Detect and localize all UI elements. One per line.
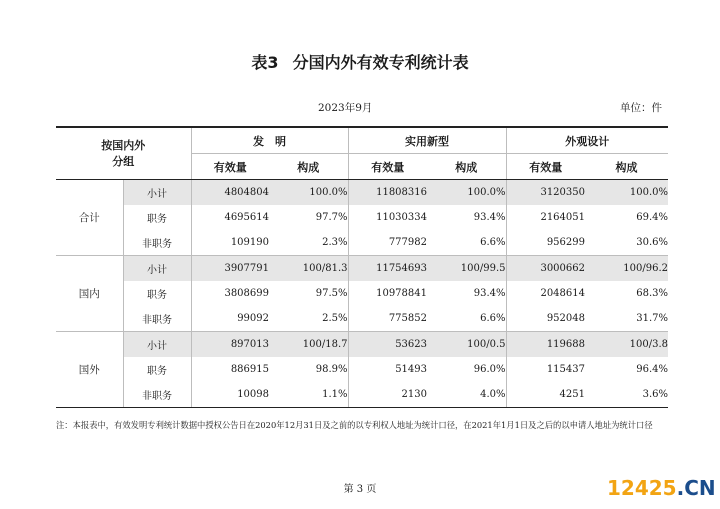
row-header-cell	[56, 127, 191, 180]
count-cell: 886915	[230, 364, 269, 375]
share-cell: 100/3.8	[585, 332, 668, 358]
share-cell: 6.6%	[427, 306, 506, 332]
share-cell: 96.4%	[636, 364, 668, 375]
count-cell: 777982	[388, 237, 427, 248]
count-cell: 2130	[348, 382, 427, 408]
table-row	[56, 256, 668, 282]
share-cell: 31.7%	[636, 313, 668, 324]
table-row	[56, 382, 668, 408]
table-row	[56, 357, 668, 382]
count-cell: 53623	[348, 332, 427, 358]
share-cell: 100/96.2	[585, 256, 668, 282]
count-cell: 3120350	[506, 180, 585, 206]
watermark-logo	[607, 476, 716, 500]
share-cell: 4.0%	[427, 382, 506, 408]
subgroup-label: 小计	[123, 256, 191, 282]
share-cell: 97.7%	[269, 205, 348, 230]
share-cell: 1.1%	[269, 382, 348, 408]
count-cell: 11030334	[376, 212, 427, 223]
subgroup-label: 小计	[123, 332, 191, 358]
count-cell: 952048	[546, 313, 585, 324]
count-cell: 4695614	[224, 212, 269, 223]
table-number: 表3	[251, 53, 279, 72]
page-number: 第 3 页	[343, 484, 377, 495]
subgroup-label: 非职务	[123, 306, 191, 332]
share-header: 构成	[269, 154, 348, 180]
report-date: 2023年9月	[318, 102, 373, 114]
count-cell: 51493	[395, 364, 427, 375]
share-cell: 100/81.3	[269, 256, 348, 282]
count-cell: 99092	[237, 313, 269, 324]
row-header-line2: 分组	[112, 154, 135, 168]
share-cell: 2.3%	[269, 230, 348, 256]
share-cell: 100/0.5	[427, 332, 506, 358]
table-row	[56, 230, 668, 256]
share-cell: 69.4%	[636, 212, 668, 223]
subgroup-label: 非职务	[123, 382, 191, 408]
patent-stats-table	[56, 126, 668, 408]
table-row	[56, 281, 668, 306]
count-header: 有效量	[348, 154, 427, 180]
watermark-suffix: .CN	[676, 476, 716, 500]
category-design: 外观设计	[506, 127, 668, 154]
count-cell: 109190	[230, 237, 269, 248]
count-cell: 10978841	[376, 288, 427, 299]
count-cell: 897013	[191, 332, 269, 358]
subgroup-label: 小计	[123, 180, 191, 206]
table-body	[56, 180, 668, 408]
count-header: 有效量	[506, 154, 585, 180]
count-cell: 2048614	[540, 288, 585, 299]
share-cell: 100.0%	[585, 180, 668, 206]
count-cell: 2164051	[540, 212, 585, 223]
share-cell: 98.9%	[269, 357, 348, 382]
share-header: 构成	[427, 154, 506, 180]
count-cell: 3000662	[506, 256, 585, 282]
share-cell: 100/18.7	[269, 332, 348, 358]
share-cell: 3.6%	[585, 382, 668, 408]
count-header: 有效量	[191, 154, 269, 180]
row-header-line1: 按国内外	[101, 138, 146, 152]
count-cell: 4251	[506, 382, 585, 408]
table-row	[56, 306, 668, 332]
group-label: 国内	[56, 256, 123, 332]
count-cell: 4804804	[191, 180, 269, 206]
share-cell: 96.0%	[427, 357, 506, 382]
subgroup-label: 职务	[123, 357, 191, 382]
share-cell: 100.0%	[427, 180, 506, 206]
footnote: 注：本报表中，有效发明专利统计数据中授权公告日在2020年12月31日及之前的以专利权人地址为统计口径，在2021年1月1日及之后的以申请人地址为统计口径	[56, 420, 653, 430]
count-cell: 3808699	[224, 288, 269, 299]
count-cell: 119688	[506, 332, 585, 358]
count-cell: 956299	[546, 237, 585, 248]
share-cell: 93.4%	[427, 281, 506, 306]
subgroup-label: 非职务	[123, 230, 191, 256]
category-invention: 发 明	[191, 127, 348, 154]
count-cell: 11808316	[348, 180, 427, 206]
count-cell: 3907791	[191, 256, 269, 282]
table-row	[56, 205, 668, 230]
share-cell: 100.0%	[269, 180, 348, 206]
share-cell: 68.3%	[636, 288, 668, 299]
share-cell: 93.4%	[427, 205, 506, 230]
table-title	[0, 50, 720, 73]
table-row	[56, 332, 668, 358]
unit-label: 单位：件	[620, 102, 662, 114]
count-cell: 115437	[546, 364, 585, 375]
share-cell: 6.6%	[427, 230, 506, 256]
count-cell: 775852	[388, 313, 427, 324]
group-label: 国外	[56, 332, 123, 408]
header-row-1	[56, 127, 668, 154]
watermark-main: 12425	[607, 476, 677, 500]
share-cell: 97.5%	[269, 281, 348, 306]
share-cell: 2.5%	[269, 306, 348, 332]
count-cell: 11754693	[348, 256, 427, 282]
subgroup-label: 职务	[123, 281, 191, 306]
count-cell: 10098	[191, 382, 269, 408]
table-row	[56, 180, 668, 206]
table-title-text: 分国内外有效专利统计表	[292, 53, 469, 72]
subgroup-label: 职务	[123, 205, 191, 230]
share-header: 构成	[585, 154, 668, 180]
category-utility-model: 实用新型	[348, 127, 506, 154]
share-cell: 30.6%	[636, 237, 668, 248]
group-label: 合计	[56, 180, 123, 256]
share-cell: 100/99.5	[427, 256, 506, 282]
